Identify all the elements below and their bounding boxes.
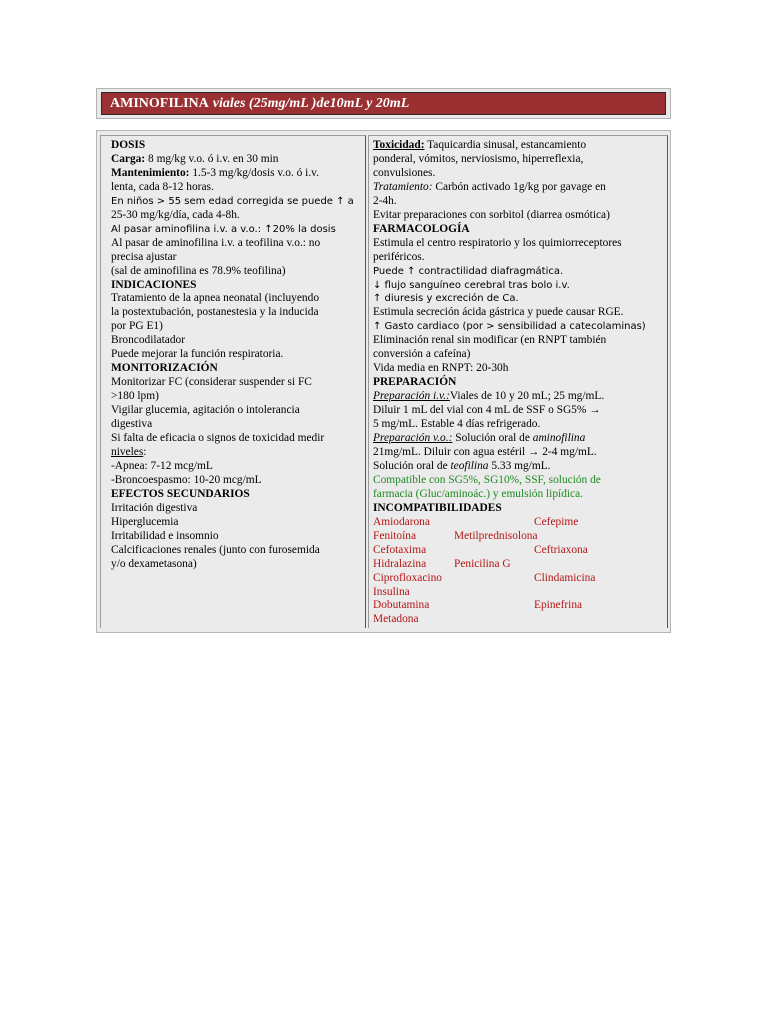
drug: Fenitoína [373, 529, 417, 542]
text-line: convulsiones. [373, 166, 436, 179]
dose-carga [111, 153, 365, 167]
text: 5.33 mg/mL. [488, 459, 551, 472]
text: Carbón activado 1g/kg por gavage en [432, 180, 606, 193]
section-heading-farmacologia: FARMACOLOGÍA [373, 222, 470, 235]
text-line: Monitorizar FC (considerar suspender si FC [111, 376, 312, 389]
drug: Ciprofloxacino [373, 571, 442, 584]
text: Solución oral de [452, 432, 533, 445]
label: Toxicidad: [373, 139, 425, 151]
section-heading-preparacion: PREPARACIÓN [373, 376, 457, 389]
label: Preparación v.o.: [373, 432, 453, 445]
compat-line: Compatible con SG5%, SG10%, SSF, solución de [373, 473, 601, 486]
label: Preparación i.v.: [373, 390, 450, 403]
label: Carga: [111, 152, 146, 165]
text-line: 21mg/mL. Diluir con agua estéril → 2-4 mg/mL. [373, 445, 597, 458]
text-line: -Broncoespasmo: 10-20 mcg/mL [111, 473, 262, 486]
drug-title: AMINOFILINA [110, 96, 209, 111]
text-line: ↓ flujo sanguíneo cerebral tras bolo i.v. [373, 279, 570, 291]
text-line: En niños > 55 sem edad corregida se puede ↑ a [111, 195, 354, 207]
title-frame [96, 88, 671, 119]
drug: Epinefrina [534, 599, 583, 612]
drug: Penicilina G [454, 557, 511, 570]
text-line: ponderal, vómitos, nerviosismo, hiperreflexia, [373, 152, 584, 165]
text-line: ↑ diuresis y excreción de Ca. [373, 293, 519, 305]
text-line: Irritabilidad e insomnio [111, 529, 219, 542]
dose-mantenimiento [111, 167, 365, 181]
text: 1.5-3 mg/kg/dosis v.o. ó i.v. [189, 166, 319, 179]
drug-subtitle: viales (25mg/mL )de10mL y 20mL [212, 96, 410, 111]
text-line: 5 mg/mL. Estable 4 días refrigerado. [373, 418, 541, 431]
incompat-row [373, 530, 667, 544]
right-column [368, 135, 668, 628]
text: 8 mg/kg v.o. ó i.v. en 30 min [145, 152, 279, 165]
text-line: Calcificaciones renales (junto con furosemida [111, 543, 320, 556]
text-line: >180 lpm) [111, 390, 159, 403]
drug: Amiodarona [373, 515, 430, 528]
incompat-row [373, 558, 667, 572]
incompat-row: Insulina [373, 585, 410, 598]
drug: Cefotaxima [373, 543, 427, 556]
section-heading-indicaciones: INDICACIONES [111, 278, 197, 291]
incompat-row: Metadona [373, 613, 419, 626]
text-line: Si falta de eficacia o signos de toxicidad medir [111, 432, 325, 445]
text-line: y/o dexametasona) [111, 557, 197, 570]
text-line: Al pasar de aminofilina i.v. a teofilina v.o.: no [111, 236, 321, 249]
compat-line: farmacia (Gluc/aminoác.) y emulsión lipídica. [373, 487, 584, 500]
text-line: Estimula secreción ácida gástrica y puede causar RGE. [373, 306, 624, 319]
label: Tratamiento: [373, 180, 433, 193]
text-line: Vida media en RNPT: 20-30h [373, 362, 509, 375]
prep-iv-line [373, 390, 667, 404]
text-line: Eliminación renal sin modificar (en RNPT también [373, 334, 607, 347]
text: Solución oral de [373, 459, 451, 472]
text-line: precisa ajustar [111, 250, 177, 263]
label: Mantenimiento: [111, 166, 190, 179]
text-line: Hiperglucemia [111, 515, 179, 528]
text-line: (sal de aminofilina es 78.9% teofilina) [111, 264, 286, 277]
text-line: ↑ Gasto cardiaco (por > sensibilidad a catecolaminas) [373, 321, 646, 333]
text-line: lenta, cada 8-12 horas. [111, 180, 214, 193]
text-line: 2-4h. [373, 194, 397, 207]
incompat-row [373, 544, 667, 558]
text-line [373, 460, 667, 474]
text-line: Evitar preparaciones con sorbitol (diarrea osmótica) [373, 208, 610, 221]
text-line: Broncodilatador [111, 334, 186, 347]
section-heading-efectos: EFECTOS SECUNDARIOS [111, 487, 250, 500]
drug: Dobutamina [373, 599, 430, 612]
text: : [143, 445, 147, 458]
text-line: Puede mejorar la función respiratoria. [111, 348, 284, 361]
text: teofilina [450, 459, 489, 472]
text: aminofilina [532, 432, 586, 445]
text: Taquicardia sinusal, estancamiento [424, 139, 587, 151]
drug: Metilprednisolona [454, 529, 538, 542]
incompat-row [373, 572, 667, 586]
toxicity-line [373, 139, 667, 153]
drug: Cefepime [534, 515, 579, 528]
text-line: conversión a cafeína) [373, 348, 471, 361]
monograph-table [96, 130, 671, 633]
text-line: digestiva [111, 418, 153, 431]
text: niveles [111, 445, 144, 458]
text-line: periféricos. [373, 250, 425, 263]
left-column [100, 135, 366, 628]
text-line: Puede ↑ contractilidad diafragmática. [373, 265, 564, 277]
text-line: Al pasar aminofilina i.v. a v.o.: ↑20% la dosis [111, 223, 336, 235]
prep-vo-line [373, 432, 667, 446]
drug: Ceftriaxona [534, 543, 588, 556]
text-line: -Apnea: 7-12 mcg/mL [111, 459, 213, 472]
text: Viales de 10 y 20 mL; 25 mg/mL. [449, 390, 605, 403]
section-heading-dosis: DOSIS [111, 139, 146, 151]
drug: Clindamicina [534, 571, 596, 584]
text-line: por PG E1) [111, 320, 163, 333]
text-line: 25-30 mg/kg/día, cada 4-8h. [111, 208, 240, 221]
incompat-row [373, 599, 667, 613]
text-line: Tratamiento de la apnea neonatal (incluyendo [111, 292, 320, 305]
drug-title-bar [101, 92, 666, 115]
section-heading-monitorizacion: MONITORIZACIÓN [111, 362, 218, 375]
text-line: Irritación digestiva [111, 501, 198, 514]
text-line: Vigilar glucemia, agitación o intolerancia [111, 404, 300, 417]
section-heading-incompatibilidades: INCOMPATIBILIDADES [373, 501, 502, 514]
drug: Hidralazina [373, 557, 427, 570]
incompat-row [373, 516, 667, 530]
text-line: Estimula el centro respiratorio y los quimiorreceptores [373, 236, 622, 249]
text-line [111, 446, 365, 460]
text-line: Diluir 1 mL del vial con 4 mL de SSF o SG5% → [373, 404, 601, 417]
treatment-line [373, 181, 667, 195]
text-line: la postextubación, postanestesia y la inducida [111, 306, 319, 319]
